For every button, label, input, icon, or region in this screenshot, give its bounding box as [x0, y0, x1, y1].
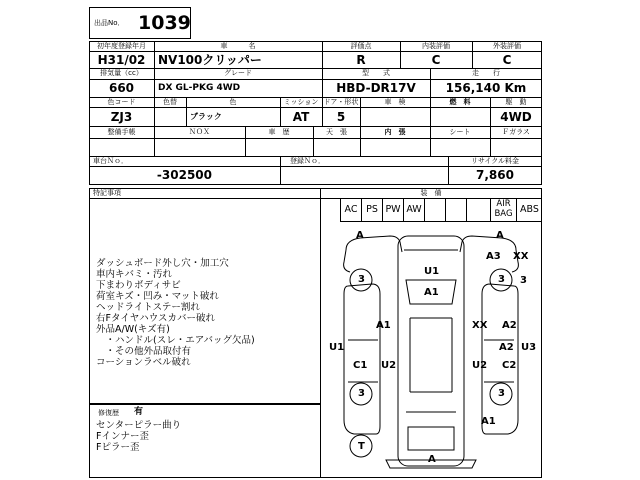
color-value: ブラック: [190, 112, 222, 121]
remark-line-5: ヘッドライトステー割れ: [96, 302, 200, 313]
exterior-label: 外装評価: [493, 42, 521, 50]
inspection-label: 車 検: [384, 98, 406, 106]
diagram-mark: U3: [521, 342, 537, 353]
lot-number-box: [89, 7, 191, 39]
tire-front-left: 3: [358, 274, 365, 285]
drive-label: 駆 動: [505, 98, 527, 106]
equip-pw: PW: [385, 204, 401, 215]
remark-line-3: 下まわりボディサビ: [96, 280, 181, 291]
diagram-mark: A1: [424, 287, 439, 298]
nox-label: ＮＯＸ: [189, 128, 210, 136]
drive-value: 4WD: [500, 110, 532, 124]
equip-ac: AC: [344, 204, 358, 215]
diagram-mark: A: [356, 230, 364, 241]
diagram-mark: XX: [472, 320, 488, 331]
tire-rear-left: 3: [358, 388, 365, 399]
glass-label: Ｆガラス: [502, 128, 530, 136]
manual-label: 整備手帳: [107, 128, 136, 136]
first-reg-label: 初年度登録年月: [97, 42, 146, 50]
diagram-mark: U1: [329, 342, 345, 353]
tire-front-right: 3: [498, 274, 505, 285]
remark-line-1: ダッシュボード外し穴・加工穴: [96, 258, 229, 269]
equip-ps: PS: [366, 204, 378, 215]
repair-note-1: センターピラー曲り: [96, 420, 182, 431]
car-name-label: 車 名: [220, 42, 256, 50]
diagram-mark: A1: [481, 416, 496, 427]
fuel-label: 燃 料: [449, 98, 471, 106]
color-swap-label: 色替: [163, 98, 177, 106]
first-reg-value: H31/02: [97, 53, 146, 67]
diagram-mark: A1: [376, 320, 391, 331]
grade-label: グレード: [224, 69, 252, 77]
diagram-mark: C1: [353, 360, 368, 371]
model-label: 型 式: [362, 69, 390, 77]
mission-value: AT: [292, 110, 310, 124]
repair-note-3: Fピラー歪: [96, 442, 140, 453]
diagram-mark: A: [428, 454, 436, 465]
interior-value: C: [431, 53, 441, 67]
remark-line-7: 外品A/W(キズ有): [96, 324, 170, 335]
car-name-value: NV100クリッパー: [158, 53, 262, 67]
doors-label: ドア・形状: [323, 98, 359, 106]
exterior-value: C: [502, 53, 512, 67]
diagram-mark: U1: [424, 266, 440, 277]
sunroof-label: 天 張: [326, 128, 347, 136]
reg-no-label: 登録Ｎｏ．: [290, 157, 325, 165]
remark-line-10: コーションラベル破れ: [96, 357, 191, 368]
remark-line-2: 車内キバミ・汚れ: [96, 269, 173, 280]
repair-label: 修復歴: [98, 409, 119, 417]
remark-line-4: 荷室キズ・凹み・マット破れ: [96, 291, 219, 302]
tire-rear-right: 3: [498, 388, 505, 399]
score-label: 評価点: [350, 42, 372, 50]
model-value: HBD-DR17V: [336, 81, 416, 95]
color-code-value: ZJ3: [110, 110, 133, 124]
recycle-label: リサイクル料金: [470, 157, 520, 165]
color-code-label: 色コード: [107, 98, 136, 106]
diagram-mark: C2: [502, 360, 517, 371]
equip-aw: AW: [406, 204, 422, 215]
displacement-label: 排気量（cc）: [100, 69, 143, 77]
remark-line-9: ・その他外品取付有: [96, 346, 192, 357]
lot-number-value: 1039: [138, 12, 191, 34]
equip-abs: ABS: [520, 204, 539, 215]
diagram-mark: A3: [486, 251, 501, 262]
diagram-mark: A2: [499, 342, 514, 353]
diagram-mark: U2: [472, 360, 488, 371]
doors-value: 5: [336, 110, 346, 124]
mission-label: ミッション: [283, 98, 319, 106]
recycle-value: 7,860: [476, 168, 514, 182]
seat-label: シート: [449, 128, 471, 136]
displacement-value: 660: [108, 81, 135, 95]
mileage-label: 走 行: [472, 69, 500, 77]
remark-line-6: 右Fタイヤハウスカバー破れ: [96, 313, 215, 324]
tire-spare: T: [358, 441, 365, 452]
tire-mid-right: 3: [520, 275, 527, 286]
repair-value: 有: [134, 407, 144, 417]
lot-number-label: 出品No．: [94, 19, 125, 27]
leather-label: 内 張: [384, 128, 406, 136]
chassis-label: 車台Ｎｏ．: [93, 157, 128, 165]
interior-label: 内装評価: [422, 42, 450, 50]
mileage-value: 156,140 Km: [445, 81, 527, 95]
repair-note-2: Fインナー歪: [96, 431, 149, 442]
chassis-value: -302500: [156, 168, 212, 182]
diagram-mark: XX: [513, 251, 529, 262]
equip-airbag: AIR BAG: [494, 199, 513, 219]
color-label: 色: [229, 98, 237, 106]
diagram-mark: A2: [502, 320, 517, 331]
diagram-mark: U2: [381, 360, 397, 371]
score-value: R: [356, 53, 366, 67]
equipment-label: 装 備: [420, 189, 442, 197]
history-label: 車 歴: [268, 128, 290, 136]
remark-line-8: ・ハンドル(スレ・エアバッグ欠品): [96, 335, 255, 346]
remarks-label: 特記事項: [93, 189, 121, 197]
grade-value: DX GL-PKG 4WD: [158, 83, 241, 93]
diagram-mark: A: [496, 230, 504, 241]
